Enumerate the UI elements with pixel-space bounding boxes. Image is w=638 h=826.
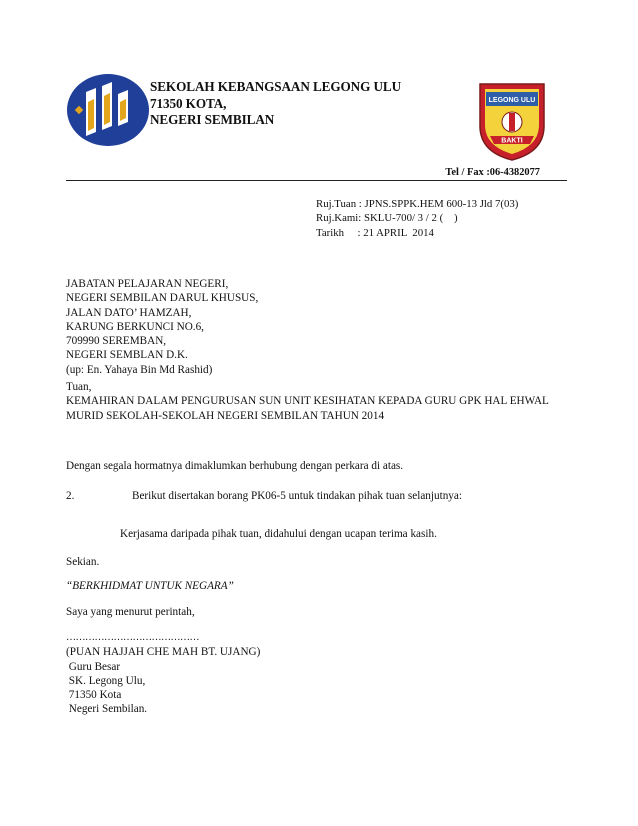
closing-saya: Saya yang menurut perintah, [66, 606, 195, 618]
closing-motto: “BERKHIDMAT UNTUK NEGARA” [66, 580, 234, 592]
signature-block [66, 631, 260, 717]
header-divider [66, 180, 567, 181]
address-line: 709990 SEREMBAN, [66, 335, 167, 348]
school-postcode-town: 71350 KOTA, [150, 95, 227, 111]
address-line: NEGERI SEMBILAN DARUL KHUSUS, [66, 292, 259, 305]
address-line: JABATAN PELAJARAN NEGERI, [66, 278, 229, 290]
address-line: (up: En. Yahaya Bin Md Rashid) [66, 363, 213, 376]
address-line: NEGERI SEMBLAN D.K. [66, 349, 188, 362]
school-name: SEKOLAH KEBANGSAAN LEGONG ULU [150, 79, 402, 94]
paragraph-text: Kerjasama daripada pihak tuan, didahului dengan ucapan terima kasih. [120, 528, 437, 540]
signatory-title-line: Guru Besar [66, 660, 121, 673]
ref-ruj-tuan: Ruj.Tuan : JPNS.SPPK.HEM 600-13 Jld 7(03) [316, 198, 519, 210]
signatory-title-line: Negeri Sembilan. [66, 703, 148, 716]
address-line: JALAN DATO’ HAMZAH, [66, 306, 192, 319]
recipient-address [66, 277, 258, 377]
ref-tarikh: Tarikh : 21 APRIL 2014 [316, 226, 434, 239]
signatory-title-line: SK. Legong Ulu, [66, 674, 146, 687]
svg-text:BAKTI: BAKTI [501, 137, 523, 145]
subject-line: KEMAHIRAN DALAM PENGURUSAN SUN UNIT KESIHATAN KEPADA GURU GPK HAL EHWAL [66, 395, 549, 408]
closing-sekian: Sekian. [66, 556, 100, 568]
school-header [150, 79, 401, 129]
school-state: NEGERI SEMBILAN [150, 112, 275, 128]
ref-ruj-kami: Ruj.Kami: SKLU-700/ 3 / 2 ( ) [316, 212, 458, 225]
tel-fax: Tel / Fax :06-4382077 [445, 167, 540, 178]
salutation: Tuan, [66, 381, 92, 393]
address-line: KARUNG BERKUNCI NO.6, [66, 320, 204, 333]
paragraph-number: 2. [66, 490, 75, 502]
signatory-title-line: 71350 Kota [66, 689, 122, 702]
svg-text:LEGONG ULU: LEGONG ULU [488, 97, 536, 104]
references [316, 197, 518, 240]
subject-line: MURID SEKOLAH-SEKOLAH NEGERI SEMBILAN TAHUN 2014 [66, 409, 385, 422]
signatory-name: (PUAN HAJJAH CHE MAH BT. UJANG) [66, 646, 261, 659]
paragraph-text: Berikut disertakan borang PK06-5 untuk tindakan pihak tuan selanjutnya: [132, 490, 462, 502]
body-lead: Dengan segala hormatnya dimaklumkan berhubung dengan perkara di atas. [66, 460, 404, 472]
body-paragraph-2 [66, 489, 462, 503]
ministry-logo-icon [66, 72, 150, 148]
salutation-and-subject [66, 380, 549, 423]
body-paragraph-3 [66, 527, 437, 541]
school-crest-icon [476, 80, 548, 162]
signature-line: …………………………………… [66, 632, 199, 643]
